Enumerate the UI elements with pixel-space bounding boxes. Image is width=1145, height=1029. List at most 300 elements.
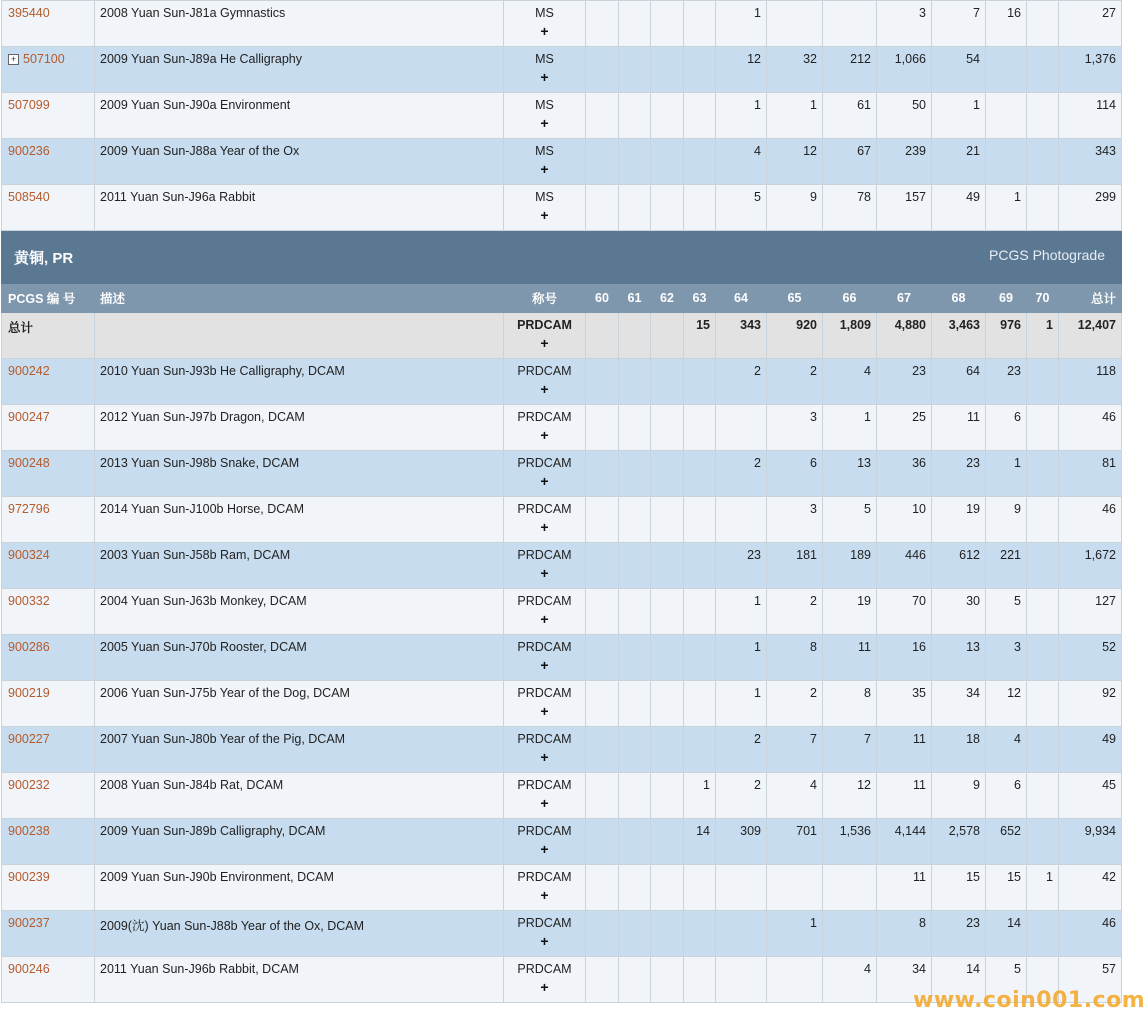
row-total: 52 <box>1059 635 1122 681</box>
grade-count-66[interactable]: 1,809 <box>823 313 877 359</box>
grade-count-63 <box>684 185 716 231</box>
grade-count-66[interactable]: 189 <box>823 543 877 589</box>
grade-count-65[interactable]: 3 <box>767 405 823 451</box>
grade-count-67[interactable]: 16 <box>877 635 932 681</box>
pcgs-number-link[interactable]: 900219 <box>8 686 50 700</box>
plus-grade-toggle[interactable]: + <box>540 69 549 85</box>
pcgs-cell <box>2 47 95 93</box>
col-header-grade-60[interactable]: 60 <box>586 284 619 313</box>
col-header-grade-61[interactable]: 61 <box>619 284 651 313</box>
plus-grade-toggle[interactable]: + <box>540 23 549 39</box>
designation-label: PRDCAM <box>517 364 572 378</box>
grade-count-67[interactable]: 157 <box>877 185 932 231</box>
col-header-grade-69[interactable]: 69 <box>986 284 1027 313</box>
grade-count-65[interactable]: 920 <box>767 313 823 359</box>
grade-count-64[interactable]: 5 <box>716 185 767 231</box>
grade-count-66[interactable]: 13 <box>823 451 877 497</box>
pcgs-cell <box>2 589 95 635</box>
grade-count-66[interactable]: 4 <box>823 957 877 1003</box>
grade-count-68[interactable]: 11 <box>932 405 986 451</box>
grade-count-64 <box>716 911 767 957</box>
grade-count-60 <box>586 911 619 957</box>
grade-count-68[interactable]: 15 <box>932 865 986 911</box>
grade-count-65[interactable]: 8 <box>767 635 823 681</box>
grade-count-65[interactable]: 1 <box>767 93 823 139</box>
grade-count-65[interactable]: 701 <box>767 819 823 865</box>
grade-count-65 <box>767 865 823 911</box>
col-header-grade-65[interactable]: 65 <box>767 284 823 313</box>
grade-count-65[interactable]: 1 <box>767 911 823 957</box>
description-cell: 2003 Yuan Sun-J58b Ram, DCAM <box>95 543 504 589</box>
grade-count-67[interactable]: 36 <box>877 451 932 497</box>
grade-count-67[interactable]: 1,066 <box>877 47 932 93</box>
grade-count-62 <box>651 1 684 47</box>
grade-count-69[interactable]: 23 <box>986 359 1027 405</box>
grade-count-67[interactable]: 11 <box>877 727 932 773</box>
pcgs-number-link[interactable]: 900332 <box>8 594 50 608</box>
pcgs-cell <box>2 727 95 773</box>
grade-count-63 <box>684 47 716 93</box>
grade-count-68[interactable]: 23 <box>932 451 986 497</box>
pcgs-cell <box>2 185 95 231</box>
designation-label: MS <box>535 98 554 112</box>
description-cell: 2014 Yuan Sun-J100b Horse, DCAM <box>95 497 504 543</box>
plus-grade-toggle[interactable]: + <box>540 749 549 765</box>
grade-count-68[interactable]: 1 <box>932 93 986 139</box>
grade-count-62 <box>651 139 684 185</box>
grade-count-60 <box>586 727 619 773</box>
pcgs-number-link[interactable]: 507100 <box>23 52 65 66</box>
grade-count-69[interactable]: 16 <box>986 1 1027 47</box>
col-header-grade-68[interactable]: 68 <box>932 284 986 313</box>
plus-grade-toggle[interactable]: + <box>540 335 549 351</box>
grade-count-62 <box>651 405 684 451</box>
col-header-grade-62[interactable]: 62 <box>651 284 684 313</box>
table-row <box>2 359 1122 405</box>
designation-label: PRDCAM <box>517 410 572 424</box>
grade-count-65[interactable]: 12 <box>767 139 823 185</box>
grade-count-67[interactable]: 50 <box>877 93 932 139</box>
plus-grade-toggle[interactable]: + <box>540 841 549 857</box>
grade-count-70 <box>1027 681 1059 727</box>
grade-count-68[interactable]: 23 <box>932 911 986 957</box>
designation-cell <box>504 773 586 819</box>
col-header-desc[interactable]: 描述 <box>95 284 504 313</box>
designation-cell <box>504 819 586 865</box>
grade-count-70[interactable]: 1 <box>1027 865 1059 911</box>
designation-label: PRDCAM <box>517 916 572 930</box>
grade-count-64[interactable]: 12 <box>716 47 767 93</box>
description-cell: 2009 Yuan Sun-J89a He Calligraphy <box>95 47 504 93</box>
grade-count-68[interactable]: 21 <box>932 139 986 185</box>
population-table <box>1 0 1122 1003</box>
plus-grade-toggle[interactable]: + <box>540 427 549 443</box>
table-row <box>2 405 1122 451</box>
description-cell: 2009(沈) Yuan Sun-J88b Year of the Ox, DCAM <box>95 911 504 957</box>
grade-count-62 <box>651 93 684 139</box>
grade-count-70[interactable]: 1 <box>1027 313 1059 359</box>
designation-label: PRDCAM <box>517 318 572 332</box>
grade-count-62 <box>651 635 684 681</box>
grade-count-60 <box>586 773 619 819</box>
plus-grade-toggle[interactable]: + <box>540 115 549 131</box>
designation-cell <box>504 727 586 773</box>
grade-count-67[interactable]: 10 <box>877 497 932 543</box>
watermark: www.coin001.com <box>913 988 1145 1013</box>
row-total: 1,376 <box>1059 47 1122 93</box>
photograde-link[interactable]: PCGS Photograde <box>989 246 1105 263</box>
grade-count-61 <box>619 957 651 1003</box>
grade-count-66[interactable]: 19 <box>823 589 877 635</box>
grade-count-66[interactable]: 8 <box>823 681 877 727</box>
designation-label: PRDCAM <box>517 778 572 792</box>
description-cell: 2013 Yuan Sun-J98b Snake, DCAM <box>95 451 504 497</box>
grade-count-69[interactable]: 6 <box>986 405 1027 451</box>
designation-cell <box>504 635 586 681</box>
plus-grade-toggle[interactable]: + <box>540 657 549 673</box>
total-label: 总计 <box>8 321 34 335</box>
grade-count-67[interactable]: 11 <box>877 865 932 911</box>
grade-count-69[interactable]: 3 <box>986 635 1027 681</box>
grade-count-68[interactable]: 18 <box>932 727 986 773</box>
pcgs-number-link[interactable]: 900247 <box>8 410 50 424</box>
grade-count-62 <box>651 957 684 1003</box>
grade-count-62 <box>651 359 684 405</box>
table-row <box>2 543 1122 589</box>
grade-count-68[interactable]: 34 <box>932 681 986 727</box>
row-total: 118 <box>1059 359 1122 405</box>
pcgs-cell <box>2 819 95 865</box>
section-header <box>2 231 1122 284</box>
pcgs-number-link[interactable]: 900286 <box>8 640 50 654</box>
grade-count-60 <box>586 93 619 139</box>
grade-count-69[interactable]: 9 <box>986 497 1027 543</box>
pcgs-number-link[interactable]: 900238 <box>8 824 50 838</box>
grade-count-66[interactable]: 212 <box>823 47 877 93</box>
row-total: 46 <box>1059 497 1122 543</box>
grade-count-67[interactable]: 4,880 <box>877 313 932 359</box>
plus-grade-toggle[interactable]: + <box>540 611 549 627</box>
pcgs-number-link[interactable]: 900237 <box>8 916 50 930</box>
pcgs-cell <box>2 359 95 405</box>
grade-count-64[interactable]: 343 <box>716 313 767 359</box>
grade-count-60 <box>586 451 619 497</box>
grade-count-60 <box>586 635 619 681</box>
col-header-grade-66[interactable]: 66 <box>823 284 877 313</box>
grade-count-67[interactable]: 25 <box>877 405 932 451</box>
grade-count-68[interactable]: 3,463 <box>932 313 986 359</box>
plus-grade-toggle[interactable]: + <box>540 161 549 177</box>
grade-count-68[interactable]: 49 <box>932 185 986 231</box>
grade-count-63[interactable]: 14 <box>684 819 716 865</box>
grade-count-70 <box>1027 543 1059 589</box>
table-row <box>2 773 1122 819</box>
grade-count-69[interactable]: 12 <box>986 681 1027 727</box>
col-header-desig[interactable]: 称号 <box>504 284 586 313</box>
grade-count-63[interactable]: 1 <box>684 773 716 819</box>
grade-count-68[interactable]: 13 <box>932 635 986 681</box>
grade-count-65[interactable]: 181 <box>767 543 823 589</box>
grade-count-66[interactable]: 7 <box>823 727 877 773</box>
designation-cell <box>504 957 586 1003</box>
grade-count-64[interactable]: 1 <box>716 1 767 47</box>
plus-grade-toggle[interactable]: + <box>540 979 549 995</box>
table-row <box>2 497 1122 543</box>
grade-count-69[interactable]: 1 <box>986 185 1027 231</box>
table-row <box>2 865 1122 911</box>
grade-count-66[interactable]: 1 <box>823 405 877 451</box>
grade-count-67[interactable]: 35 <box>877 681 932 727</box>
plus-grade-toggle[interactable]: + <box>540 519 549 535</box>
plus-grade-toggle[interactable]: + <box>540 473 549 489</box>
grade-count-68[interactable]: 9 <box>932 773 986 819</box>
designation-cell <box>504 681 586 727</box>
row-total: 343 <box>1059 139 1122 185</box>
pcgs-number-link[interactable]: 508540 <box>8 190 50 204</box>
pcgs-number-link[interactable]: 900236 <box>8 144 50 158</box>
grade-count-64[interactable]: 309 <box>716 819 767 865</box>
grade-count-69[interactable]: 14 <box>986 911 1027 957</box>
grade-count-61 <box>619 1 651 47</box>
description-cell: 2008 Yuan Sun-J84b Rat, DCAM <box>95 773 504 819</box>
pr-rows <box>2 313 1122 1003</box>
row-total: 299 <box>1059 185 1122 231</box>
table-row <box>2 47 1122 93</box>
designation-cell <box>504 405 586 451</box>
pcgs-number-link[interactable]: 972796 <box>8 502 50 516</box>
grade-count-64 <box>716 405 767 451</box>
grade-count-69 <box>986 47 1027 93</box>
grade-count-60 <box>586 139 619 185</box>
table-row <box>2 93 1122 139</box>
grade-count-70 <box>1027 635 1059 681</box>
pcgs-cell <box>2 451 95 497</box>
grade-count-63 <box>684 93 716 139</box>
grade-count-63 <box>684 1 716 47</box>
grade-count-66[interactable]: 5 <box>823 497 877 543</box>
grade-count-65 <box>767 957 823 1003</box>
grade-count-60 <box>586 359 619 405</box>
grade-count-66 <box>823 911 877 957</box>
grade-count-66[interactable]: 61 <box>823 93 877 139</box>
plus-grade-toggle[interactable]: + <box>540 887 549 903</box>
grade-count-67[interactable]: 23 <box>877 359 932 405</box>
pcgs-cell <box>2 865 95 911</box>
section-pr <box>2 231 1122 313</box>
grade-count-60 <box>586 819 619 865</box>
grade-count-61 <box>619 819 651 865</box>
plus-grade-toggle[interactable]: + <box>540 381 549 397</box>
grade-count-65[interactable]: 2 <box>767 359 823 405</box>
grade-count-67[interactable]: 446 <box>877 543 932 589</box>
plus-grade-toggle[interactable]: + <box>540 795 549 811</box>
grade-count-67[interactable]: 239 <box>877 139 932 185</box>
pcgs-number-link[interactable]: 900232 <box>8 778 50 792</box>
grade-count-66[interactable]: 11 <box>823 635 877 681</box>
col-header-grade-64[interactable]: 64 <box>716 284 767 313</box>
col-header-total[interactable]: 总计 <box>1059 284 1122 313</box>
grade-count-70 <box>1027 773 1059 819</box>
description-cell: 2008 Yuan Sun-J81a Gymnastics <box>95 1 504 47</box>
designation-cell <box>504 589 586 635</box>
grade-count-63 <box>684 727 716 773</box>
col-header-grade-63[interactable]: 63 <box>684 284 716 313</box>
grade-count-64[interactable]: 1 <box>716 589 767 635</box>
grade-count-63 <box>684 405 716 451</box>
col-header-pcgs[interactable]: PCGS 编 号 <box>2 284 95 313</box>
designation-label: PRDCAM <box>517 686 572 700</box>
expand-icon[interactable]: + <box>8 54 19 65</box>
designation-cell <box>504 911 586 957</box>
pcgs-cell <box>2 957 95 1003</box>
pcgs-cell <box>2 93 95 139</box>
row-total: 114 <box>1059 93 1122 139</box>
plus-grade-toggle[interactable]: + <box>540 565 549 581</box>
plus-grade-toggle[interactable]: + <box>540 703 549 719</box>
pcgs-number-link[interactable]: 900324 <box>8 548 50 562</box>
grade-count-62 <box>651 865 684 911</box>
grade-count-69[interactable]: 15 <box>986 865 1027 911</box>
grade-count-63 <box>684 589 716 635</box>
pcgs-cell <box>2 635 95 681</box>
grade-count-69[interactable]: 5 <box>986 589 1027 635</box>
grade-count-67[interactable]: 11 <box>877 773 932 819</box>
grade-count-62 <box>651 681 684 727</box>
row-total: 9,934 <box>1059 819 1122 865</box>
grade-count-69[interactable]: 5 <box>986 957 1027 1003</box>
grade-count-68[interactable]: 54 <box>932 47 986 93</box>
grade-count-64[interactable]: 2 <box>716 727 767 773</box>
designation-label: PRDCAM <box>517 594 572 608</box>
plus-grade-toggle[interactable]: + <box>540 933 549 949</box>
grade-count-68[interactable]: 2,578 <box>932 819 986 865</box>
designation-label: PRDCAM <box>517 640 572 654</box>
grade-count-60 <box>586 681 619 727</box>
grade-count-64[interactable]: 4 <box>716 139 767 185</box>
designation-label: PRDCAM <box>517 502 572 516</box>
row-total: 46 <box>1059 405 1122 451</box>
description-cell: 2007 Yuan Sun-J80b Year of the Pig, DCAM <box>95 727 504 773</box>
description-cell: 2012 Yuan Sun-J97b Dragon, DCAM <box>95 405 504 451</box>
grade-count-65[interactable]: 2 <box>767 681 823 727</box>
designation-label: PRDCAM <box>517 548 572 562</box>
grade-count-68[interactable]: 612 <box>932 543 986 589</box>
grade-count-64[interactable]: 1 <box>716 681 767 727</box>
designation-cell <box>504 451 586 497</box>
pcgs-cell <box>2 497 95 543</box>
grade-count-67[interactable]: 34 <box>877 957 932 1003</box>
grade-count-67[interactable]: 70 <box>877 589 932 635</box>
col-header-grade-67[interactable]: 67 <box>877 284 932 313</box>
col-header-grade-70[interactable]: 70 <box>1027 284 1059 313</box>
grade-count-64[interactable]: 2 <box>716 451 767 497</box>
section-title: 黄铜, PR <box>14 249 74 267</box>
grade-count-67[interactable]: 8 <box>877 911 932 957</box>
grade-count-66[interactable]: 67 <box>823 139 877 185</box>
description-cell: 2009 Yuan Sun-J88a Year of the Ox <box>95 139 504 185</box>
grade-count-64[interactable]: 23 <box>716 543 767 589</box>
grade-count-68[interactable]: 14 <box>932 957 986 1003</box>
grade-count-60 <box>586 543 619 589</box>
grade-count-66 <box>823 1 877 47</box>
grade-count-69[interactable]: 1 <box>986 451 1027 497</box>
grade-count-61 <box>619 451 651 497</box>
grade-count-68[interactable]: 7 <box>932 1 986 47</box>
grade-count-62 <box>651 497 684 543</box>
designation-cell <box>504 185 586 231</box>
grade-count-63 <box>684 451 716 497</box>
grade-count-67[interactable]: 3 <box>877 1 932 47</box>
pcgs-number-link[interactable]: 507099 <box>8 98 50 112</box>
grade-count-64[interactable]: 1 <box>716 93 767 139</box>
grade-count-65[interactable]: 4 <box>767 773 823 819</box>
grade-count-63[interactable]: 15 <box>684 313 716 359</box>
designation-label: PRDCAM <box>517 456 572 470</box>
grade-count-64[interactable]: 2 <box>716 773 767 819</box>
designation-cell <box>504 359 586 405</box>
grade-count-65[interactable]: 3 <box>767 497 823 543</box>
grade-count-69[interactable]: 976 <box>986 313 1027 359</box>
pcgs-number-link[interactable]: 900239 <box>8 870 50 884</box>
pcgs-cell <box>2 139 95 185</box>
grade-count-60 <box>586 589 619 635</box>
grade-count-63 <box>684 497 716 543</box>
grade-count-64[interactable]: 1 <box>716 635 767 681</box>
row-total: 46 <box>1059 911 1122 957</box>
grade-count-63 <box>684 359 716 405</box>
grade-count-66[interactable]: 1,536 <box>823 819 877 865</box>
grade-count-65[interactable]: 9 <box>767 185 823 231</box>
grade-count-69[interactable]: 6 <box>986 773 1027 819</box>
column-header-row <box>2 284 1122 313</box>
grade-count-68[interactable]: 30 <box>932 589 986 635</box>
row-total: 12,407 <box>1059 313 1122 359</box>
grade-count-65[interactable]: 6 <box>767 451 823 497</box>
row-total: 45 <box>1059 773 1122 819</box>
description-cell: 2009 Yuan Sun-J89b Calligraphy, DCAM <box>95 819 504 865</box>
row-total: 127 <box>1059 589 1122 635</box>
grade-count-63 <box>684 957 716 1003</box>
grade-count-69[interactable]: 652 <box>986 819 1027 865</box>
pcgs-number-link[interactable]: 900248 <box>8 456 50 470</box>
grade-count-66[interactable]: 12 <box>823 773 877 819</box>
grade-count-68[interactable]: 19 <box>932 497 986 543</box>
grade-count-66[interactable]: 78 <box>823 185 877 231</box>
grade-count-65[interactable]: 32 <box>767 47 823 93</box>
grade-count-64[interactable]: 2 <box>716 359 767 405</box>
table-row <box>2 139 1122 185</box>
grade-count-64 <box>716 957 767 1003</box>
description-cell: 2005 Yuan Sun-J70b Rooster, DCAM <box>95 635 504 681</box>
pcgs-number-link[interactable]: 900242 <box>8 364 50 378</box>
designation-cell <box>504 497 586 543</box>
grade-count-65[interactable]: 7 <box>767 727 823 773</box>
pcgs-number-link[interactable]: 900227 <box>8 732 50 746</box>
grade-count-68[interactable]: 64 <box>932 359 986 405</box>
grade-count-67[interactable]: 4,144 <box>877 819 932 865</box>
plus-grade-toggle[interactable]: + <box>540 207 549 223</box>
grade-count-69[interactable]: 4 <box>986 727 1027 773</box>
grade-count-65[interactable]: 2 <box>767 589 823 635</box>
pcgs-number-link[interactable]: 395440 <box>8 6 50 20</box>
grade-count-62 <box>651 589 684 635</box>
grade-count-69[interactable]: 221 <box>986 543 1027 589</box>
designation-cell <box>504 543 586 589</box>
grade-count-61 <box>619 865 651 911</box>
grade-count-66[interactable]: 4 <box>823 359 877 405</box>
pcgs-number-link[interactable]: 900246 <box>8 962 50 976</box>
row-total: 57 <box>1059 957 1122 1003</box>
